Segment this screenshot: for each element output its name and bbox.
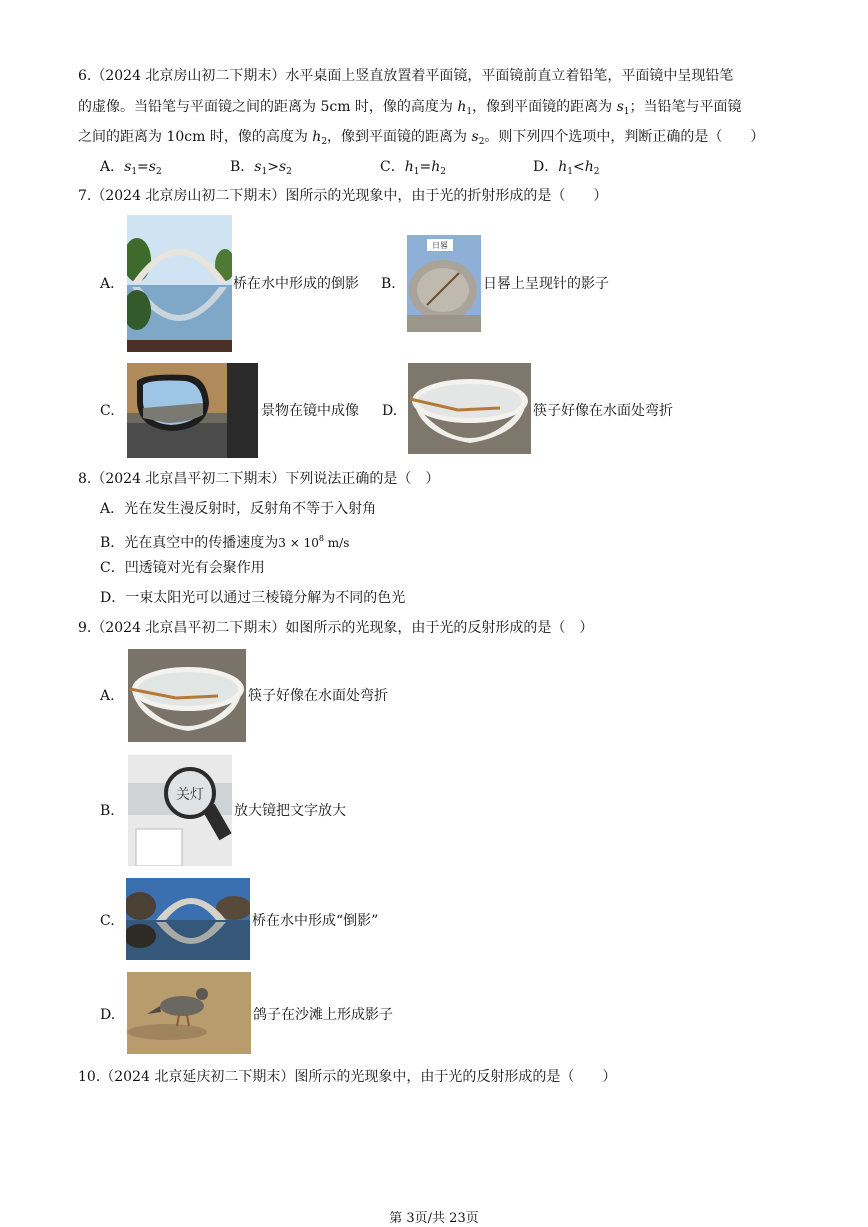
q9-bridge-reflection-photo [126, 878, 250, 960]
page-footer: 第 3页/共 23页 [389, 1211, 479, 1226]
magnified-sign-text: 关灯 [176, 787, 204, 803]
q9-option-b-caption: 放大镜把文字放大 [234, 803, 346, 819]
q9-option-d-caption: 鸽子在沙滩上形成影子 [253, 1007, 393, 1023]
q10-stem: 10.（2024 北京延庆初二下期末）图所示的光现象中，由于光的反射形成的是（ ） [78, 1069, 617, 1085]
q7-option-d-caption: 筷子好像在水面处弯折 [533, 403, 673, 419]
q9-option-a-caption: 筷子好像在水面处弯折 [248, 688, 388, 704]
q6-stem-line3: 之间的距离为 10cm 时，像的高度为 $h_2$，像到平面镜的距离为 $s_2$。则下列四个选项中，判断正确的是（ ） [78, 129, 765, 147]
q7-option-b-label[interactable]: B. [381, 276, 396, 292]
sundial-sign-text: 日晷 [432, 241, 448, 250]
q9-pigeon-shadow-photo [127, 972, 251, 1054]
q7-stem: 7.（2024 北京房山初二下期末）图所示的光现象中，由于光的折射形成的是（ ） [78, 188, 608, 204]
q6-option-b[interactable]: B．$s_1>s_2$ [230, 159, 292, 177]
q6-option-c[interactable]: C．$h_1=h_2$ [380, 159, 446, 177]
q9-stem: 9.（2024 北京昌平初二下期末）如图所示的光现象，由于光的反射形成的是（ ） [78, 620, 594, 636]
q9-option-d-label[interactable]: D. [100, 1007, 116, 1023]
q7-bridge-reflection-photo [127, 215, 232, 352]
q6-option-d[interactable]: D．$h_1<h_2$ [533, 159, 600, 177]
q9-magnifier-photo [128, 755, 232, 866]
q7-car-mirror-photo [127, 363, 258, 458]
q9-chopsticks-bowl-photo [128, 649, 246, 742]
q9-option-c-label[interactable]: C. [100, 913, 115, 929]
q6-option-a[interactable]: A．$s_1=s_2$ [100, 159, 162, 177]
q8-stem: 8.（2024 北京昌平初二下期末）下列说法正确的是（ ） [78, 471, 440, 487]
q7-option-c-caption: 景物在镜中成像 [261, 403, 359, 419]
q7-option-d-label[interactable]: D. [382, 403, 398, 419]
q7-chopsticks-bowl-photo [408, 363, 531, 454]
q9-option-c-caption: 桥在水中形成“倒影” [252, 913, 379, 929]
q8-option-a[interactable]: A．光在发生漫反射时，反射角不等于入射角 [100, 501, 377, 517]
q9-option-b-label[interactable]: B. [100, 803, 115, 819]
q8-option-d[interactable]: D．一束太阳光可以通过三棱镜分解为不同的色光 [100, 590, 406, 606]
q7-sundial-photo [407, 235, 481, 332]
q8-option-b[interactable]: B．光在真空中的传播速度为$3 \times 10^8$ m/s [100, 534, 350, 551]
q7-option-a-caption: 桥在水中形成的倒影 [233, 276, 359, 292]
q6-stem-line1: 6.（2024 北京房山初二下期末）水平桌面上竖直放置着平面镜，平面镜前直立着铅笔，平面镜中呈现铅笔 [78, 68, 734, 84]
q8-option-c[interactable]: C．凹透镜对光有会聚作用 [100, 560, 265, 576]
q6-stem-line2: 的虚像。当铅笔与平面镜之间的距离为 5cm 时，像的高度为 $h_1$，像到平面镜的距离为 $s_1$；当铅笔与平面镜 [78, 99, 742, 117]
q7-option-b-caption: 日晷上呈现针的影子 [483, 276, 609, 292]
q7-option-a-label[interactable]: A. [100, 276, 115, 292]
q9-option-a-label[interactable]: A. [100, 688, 115, 704]
q7-option-c-label[interactable]: C. [100, 403, 115, 419]
